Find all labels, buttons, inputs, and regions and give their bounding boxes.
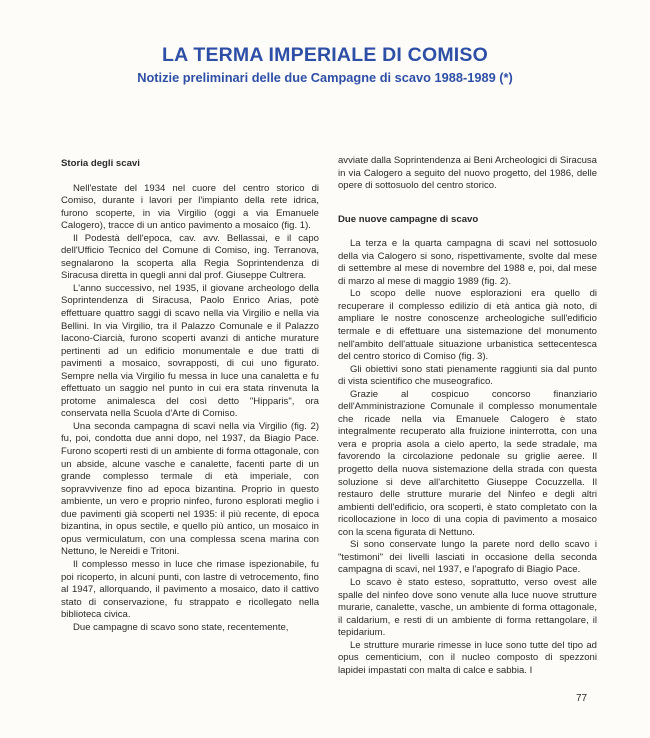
paragraph: Il complesso messo in luce che rimase ispezionabile, fu poi ricoperto, in alcuni punti, con lastre di vetrocemento, fino al 1947, allorquando, il pavimento a mosaico, dato il cattivo stato di conservazione, fu strappato e ricollegato nella biblioteca civica. bbox=[61, 558, 319, 621]
section-heading-storia: Storia degli scavi bbox=[61, 158, 140, 169]
paragraph-continuation: avviate dalla Soprintendenza ai Beni Archeologici di Siracusa in via Calogero a seguito del nuovo progetto, del 1986, delle opere di sottosuolo del centro storico. bbox=[338, 155, 597, 192]
page-number: 77 bbox=[576, 693, 588, 704]
right-column bbox=[338, 155, 597, 677]
left-column bbox=[61, 158, 319, 634]
paragraph: Si sono conservate lungo la parete nord dello scavo i "testimoni" dei livelli lasciati in occasione della seconda campagna di scavi, nel 1937, e l'apografo di Biagio Pace. bbox=[338, 539, 597, 576]
paragraph: Grazie al cospicuo concorso finanziario dell'Amministrazione Comunale il complesso monumentale che ricade nella via Emanuele Calogero è stato integralmente recuperato alla fruizione ininterrotta, con una vera e propria asola a cielo aperto, la sede stradale, ma favorendo la circolazione pedonale su griglie aeree. Il progetto della nuova sistemazione della strada con questa soluzione si deve all'architetto Giuseppe Cocuzzella. Il restauro delle strutture murarie del Ninfeo e degli altri ambienti dell'edificio, ora scoperti, è stato completato con la ricollocazione in loco di una copia di pavimento a mosaico con la scena figurata di Nettuno. bbox=[338, 388, 597, 538]
paragraph: Il Podestà dell'epoca, cav. avv. Bellassai, e il capo dell'Ufficio Tecnico del Comune di Comiso, ing. Terranova, segnalarono la scoperta alla Regia Soprintendenza di Siracusa diretta in quegli anni dal prof. Giuseppe Cultrera. bbox=[61, 232, 319, 282]
title-block bbox=[0, 44, 650, 85]
section-heading-nuove-campagne: Due nuove campagne di scavo bbox=[338, 213, 479, 225]
paragraph: Una seconda campagna di scavi nella via Virgilio (fig. 2) fu, poi, condotta due anni dopo, nel 1937, da Biagio Pace. Furono scoperti resti di un ambiente di forma ottagonale, con un abside, alcune vasche e canalette, facenti parte di un grande complesso termale di età imperiale, con sopravvivenze fino ad epoca bizantina. Proprio in questo ambiente, un vero e proprio ninfeo, furono esplorati meglio i due pavimenti già scoperti nel 1935: il più recente, di epoca bizantina, in opus sectile, e quello più antico, un mosaico in opus vermiculatum, con una complessa scena marina con Nettuno, le Nereidi e Tritoni. bbox=[61, 420, 319, 558]
paragraph: Gli obiettivi sono stati pienamente raggiunti sia dal punto di vista scientifico che museografico. bbox=[338, 363, 597, 388]
paragraph: Nell'estate del 1934 nel cuore del centro storico di Comiso, durante i lavori per l'impianto della rete idrica, furono scoperte, in via Virgilio (oggi a via Emanuele Calogero), tracce di un antico pavimento a mosaico (fig. 1). bbox=[61, 182, 319, 232]
paragraph: Due campagne di scavo sono state, recentemente, bbox=[73, 621, 289, 633]
paragraph: La terza e la quarta campagna di scavi nel sottosuolo della via Calogero si sono, rispettivamente, svolte dal mese di settembre al mese di novembre del 1988 e, poi, dal mese di marzo al mese di maggio 1989 (fig. 2). bbox=[338, 238, 597, 287]
article-subtitle: Notizie preliminari delle due Campagne di scavo 1988-1989 (*) bbox=[137, 70, 513, 85]
paragraph: Lo scopo delle nuove esplorazioni era quello di recuperare il complesso edilizio di età antica già noto, di ampliare le nostre conoscenze archeologiche sull'edificio termale e di effettuare una sistemazione del monumento nell'ambito dell'attuale situazione urbanistica settecentesca del centro storico di Comiso (fig. 3). bbox=[338, 288, 597, 363]
paragraph: L'anno successivo, nel 1935, il giovane archeologo della Soprintendenza di Siracusa, Paolo Enrico Arias, potè effettuare quattro saggi di scavo nella via Virgilio e nella via Bellini. In via Virgilio, tra il Palazzo Comunale e il Palazzo Iacono-Ciarcià, furono scoperti avanzi di antiche murature pertinenti ad un edificio monumentale e due tratti di pavimenti a mosaico, sovrapposti, di cui uno figurato. Sempre nella via Virgilio fu messa in luce una canaletta e fu effettuato un saggio nel punto in cui era stata rinvenuta la protome animalesca del così detto "Hipparis", ora conservata nella Scuola d'Arte di Comiso. bbox=[61, 282, 319, 420]
paragraph: Lo scavo è stato esteso, soprattutto, verso ovest alle spalle del ninfeo dove sono venute alla luce nuove strutture murarie, canalette, vasche, un ambiente di forma ottagonale, il caldarium, e resti di un ambiente di forma rettangolare, il tepidarium. bbox=[338, 576, 597, 639]
paragraph: Le strutture murarie rimesse in luce sono tutte del tipo ad opus cementicium, con il nucleo composto di spezzoni lapidei impastati con malta di calce e sabbia. I bbox=[338, 639, 597, 676]
article-title: LA TERMA IMPERIALE DI COMISO bbox=[162, 44, 488, 66]
